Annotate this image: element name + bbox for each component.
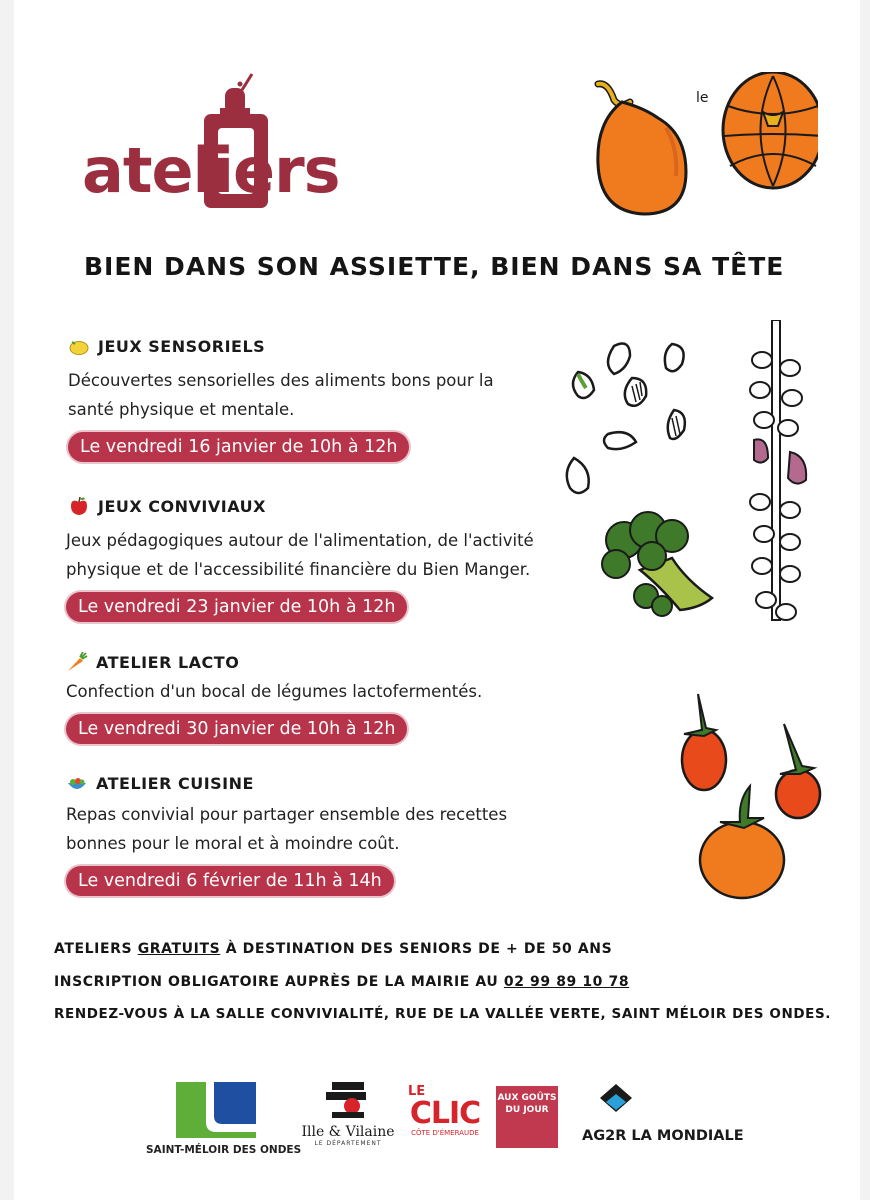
logo-clic (408, 1084, 482, 1137)
section-description-atelier-cuisine (66, 800, 507, 858)
apple-icon (68, 496, 90, 516)
logo-saint-meloir (146, 1082, 302, 1156)
saint-meloir-logo-icon (176, 1082, 256, 1138)
section-title-atelier-cuisine (66, 774, 254, 793)
clic-wordmark: CLIC (409, 1096, 481, 1131)
description-line: physique et de l'accessibilité financière du Bien Manger. (66, 560, 531, 579)
description-line: santé physique et mentale. (68, 400, 295, 419)
flyer-sheet (14, 0, 860, 1200)
partner-label: AG2R LA MONDIALE (582, 1128, 744, 1144)
section-title-text: JEUX SENSORIELS (98, 337, 266, 356)
clic-sublabel: CÔTE D'ÉMERAUDE (411, 1129, 479, 1137)
footer-text: À DESTINATION DES SENIORS DE + DE 50 ANS (220, 941, 613, 957)
ag2r-logo-icon (596, 1084, 636, 1120)
date-pill-atelier-cuisine: Le vendredi 6 février de 11h à 14h (66, 866, 394, 896)
section-description-atelier-lacto (66, 677, 482, 706)
footer-emphasis: GRATUITS (137, 941, 221, 957)
description-line: Jeux pédagogiques autour de l'alimentation, de l'activité (66, 531, 534, 550)
section-title-atelier-lacto (66, 652, 239, 672)
section-title-text: JEUX CONVIVIAUX (98, 496, 266, 516)
broccoli-illustration (590, 510, 720, 618)
page-headline: BIEN DANS SON ASSIETTE, BIEN DANS SA TÊTE (84, 252, 785, 281)
footer-line-rendez-vous: RENDEZ-VOUS À LA SALLE CONVIVIALITÉ, RUE DE LA VALLÉE VERTE, SAINT MÉLOIR DES ONDES. (54, 1006, 832, 1022)
phone-number[interactable]: 02 99 89 10 78 (503, 974, 630, 990)
ateliers-logo-text: ateliers (82, 134, 340, 207)
clic-prefix: LE (408, 1084, 426, 1099)
footer-line-inscription (54, 974, 629, 990)
partner-label: SAINT-MÉLOIR DES ONDES (146, 1144, 302, 1156)
partner-label: Ille & Vilaine (301, 1124, 395, 1140)
lemon-icon (68, 338, 90, 356)
date-pill-atelier-lacto: Le vendredi 30 janvier de 10h à 12h (66, 714, 407, 744)
carrot-icon (66, 652, 88, 672)
footer-text: INSCRIPTION OBLIGATOIRE AUPRÈS DE LA MAIRIE AU (54, 974, 504, 990)
section-description-jeux-sensoriels (68, 366, 494, 424)
section-description-jeux-conviviaux (66, 526, 534, 584)
garlic-braid-illustration (740, 320, 812, 628)
logo-ag2r (582, 1084, 742, 1144)
section-title-jeux-sensoriels (68, 337, 265, 356)
svg-text:le: le (696, 90, 709, 106)
description-line: Confection d'un bocal de légumes lactofermentés. (66, 682, 483, 701)
partner-sublabel: LE DÉPARTEMENT (314, 1140, 382, 1147)
description-line: Repas convivial pour partager ensemble des recettes (66, 805, 508, 824)
salad-bowl-icon (66, 775, 88, 793)
description-line: bonnes pour le moral et à moindre coût. (66, 834, 400, 853)
seeds-illustration (552, 338, 702, 500)
section-title-jeux-conviviaux (68, 496, 266, 516)
section-title-text: ATELIER CUISINE (96, 774, 254, 793)
date-pill-jeux-sensoriels: Le vendredi 16 janvier de 10h à 12h (68, 432, 409, 462)
tomatoes-illustration (654, 690, 824, 904)
description-line: Découvertes sensorielles des aliments bons pour la (68, 371, 494, 390)
date-pill-jeux-conviviaux: Le vendredi 23 janvier de 10h à 12h (66, 592, 407, 622)
logo-ille-vilaine (292, 1082, 404, 1147)
pumpkins-illustration (578, 72, 818, 222)
ille-vilaine-logo-icon (326, 1082, 370, 1120)
logo-aux-gouts-du-jour: AUX GOÛTS DU JOUR (496, 1086, 558, 1148)
footer-line-gratuits (54, 941, 612, 957)
footer-text: ATELIERS (54, 941, 138, 957)
section-title-text: ATELIER LACTO (96, 652, 240, 672)
